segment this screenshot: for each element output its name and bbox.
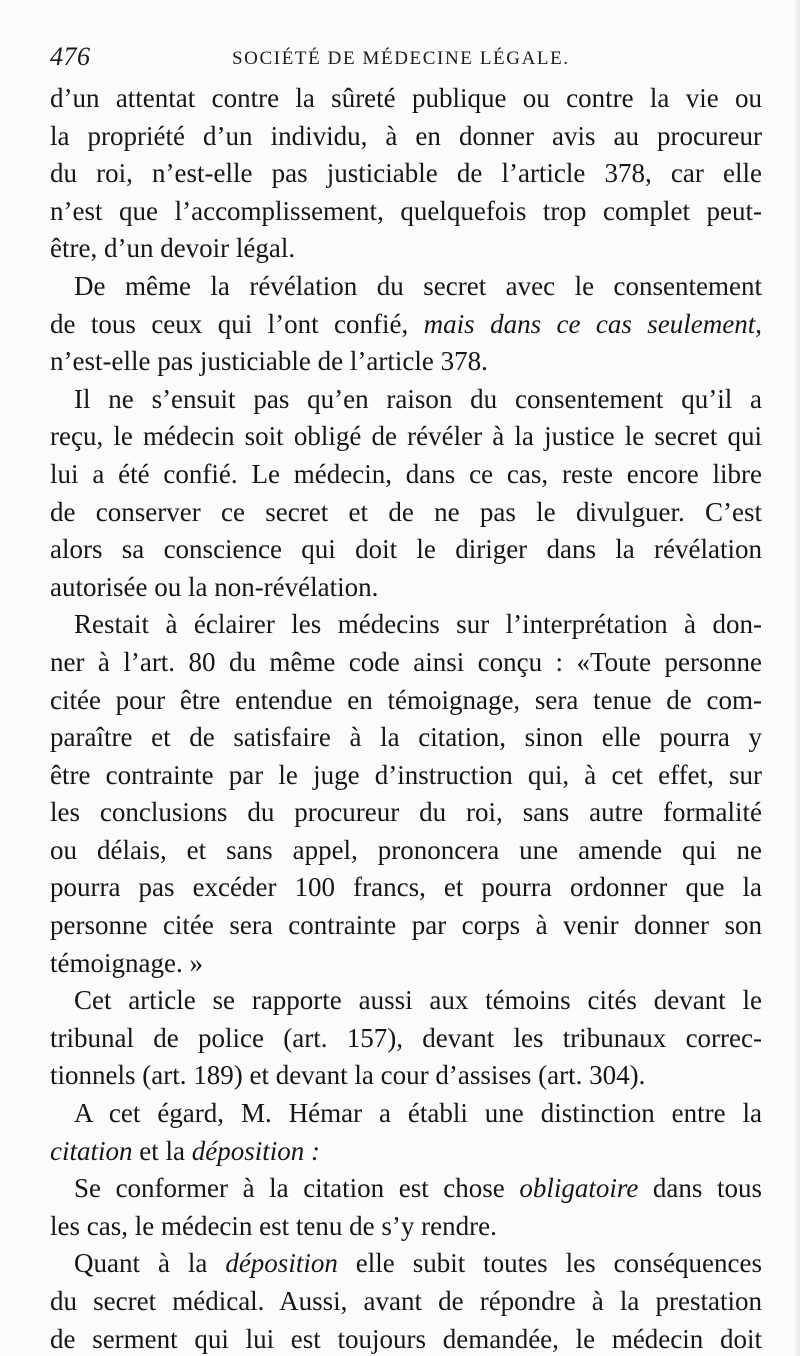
text-run: de serment qui lui est toujours demandée, le médecin doit xyxy=(50,1323,762,1354)
text-line xyxy=(50,1095,762,1133)
text-line xyxy=(50,869,762,907)
body-text xyxy=(50,80,762,1356)
text-run: Se conformer à la citation est chose xyxy=(74,1173,520,1204)
italic-text: déposition xyxy=(225,1248,338,1279)
text-run: ner à l’art. 80 du même code ainsi conçu : «Toute personne xyxy=(50,646,762,677)
text-line xyxy=(50,832,762,870)
text-run: , xyxy=(755,308,762,339)
italic-text: mais dans ce cas seulement xyxy=(423,308,756,339)
text-run: du secret médical. Aussi, avant de répondre à la prestation xyxy=(50,1286,762,1316)
text-run: du roi, n’est-elle pas justiciable de l’article 378, car elle xyxy=(50,158,762,189)
text-line xyxy=(50,982,762,1020)
text-run: citée pour être entendue en témoignage, sera tenue de com- xyxy=(50,684,762,715)
text-line xyxy=(50,606,762,644)
text-line xyxy=(50,1057,762,1095)
text-line xyxy=(50,456,762,494)
text-line xyxy=(50,268,762,306)
text-run: De même la révélation du secret avec le consentement xyxy=(74,270,762,301)
text-line xyxy=(50,1170,762,1208)
italic-text: citation xyxy=(50,1135,133,1166)
text-run: personne citée sera contrainte par corps à venir donner son xyxy=(50,910,762,941)
text-run: la propriété d’un individu, à en donner avis au procureur xyxy=(50,120,762,151)
text-line xyxy=(50,1245,762,1283)
text-run: n’est que l’accomplissement, quelquefois trop complet peut- xyxy=(50,195,762,226)
text-run: de tous ceux qui l’ont confié, xyxy=(50,308,424,339)
text-line xyxy=(50,1208,762,1246)
text-line xyxy=(50,757,762,795)
text-run: témoignage. » xyxy=(50,947,203,978)
text-run: Restait à éclairer les médecins sur l’interprétation à don- xyxy=(74,609,762,640)
text-run: pourra pas excéder 100 francs, et pourra ordonner que la xyxy=(50,872,762,903)
text-line xyxy=(50,343,762,381)
text-line xyxy=(50,719,762,757)
text-run: Il ne s’ensuit pas qu’en raison du consentement qu’il a xyxy=(74,383,762,414)
text-line xyxy=(50,682,762,720)
text-line xyxy=(50,381,762,419)
text-line xyxy=(50,644,762,682)
text-line xyxy=(50,907,762,945)
text-run: d’un attentat contre la sûreté publique ou contre la vie ou xyxy=(50,83,762,113)
text-run: dans tous xyxy=(638,1173,763,1204)
text-line xyxy=(50,945,762,983)
italic-text: obligatoire xyxy=(519,1173,639,1204)
text-run: elle subit toutes les conséquences xyxy=(337,1248,763,1279)
text-line xyxy=(50,1133,762,1171)
text-line xyxy=(50,1321,762,1356)
text-line xyxy=(50,118,762,156)
text-run: Cet article se rapporte aussi aux témoins cités devant le xyxy=(74,985,762,1016)
text-line xyxy=(50,418,762,456)
text-run: alors sa conscience qui doit le diriger dans la révélation xyxy=(50,534,762,565)
text-run: ou délais, et sans appel, prononcera une amende qui ne xyxy=(50,834,762,865)
text-run: de conserver ce secret et de ne pas le divulguer. C’est xyxy=(50,496,762,527)
text-run: tribunal de police (art. 157), devant les tribunaux correc- xyxy=(50,1022,762,1053)
text-run: paraître et de satisfaire à la citation, sinon elle pourra y xyxy=(50,722,762,753)
text-line xyxy=(50,230,762,268)
text-line xyxy=(50,306,762,344)
text-run: et la xyxy=(132,1135,192,1166)
text-line xyxy=(50,1283,762,1321)
page-number: 476 xyxy=(50,42,91,71)
text-run: reçu, le médecin soit obligé de révéler à la justice le secret qui xyxy=(50,421,762,452)
text-run: Quant à la xyxy=(74,1248,226,1279)
text-line xyxy=(50,193,762,231)
text-run: être contrainte par le juge d’instruction qui, à cet effet, sur xyxy=(50,759,762,790)
page-header xyxy=(50,42,762,76)
text-line xyxy=(50,794,762,832)
text-run: lui a été confié. Le médecin, dans ce cas, reste encore libre xyxy=(50,458,762,489)
text-line xyxy=(50,531,762,569)
running-head: SOCIÉTÉ DE MÉDECINE LÉGALE. xyxy=(232,48,570,69)
text-run: les cas, le médecin est tenu de s’y rendre. xyxy=(50,1210,497,1241)
italic-text: déposition : xyxy=(191,1135,320,1166)
text-run: tionnels (art. 189) et devant la cour d’assises (art. 304). xyxy=(50,1060,646,1091)
text-line xyxy=(50,494,762,532)
text-run: les conclusions du procureur du roi, sans autre formalité xyxy=(50,797,762,828)
text-line xyxy=(50,1020,762,1058)
text-line xyxy=(50,155,762,193)
text-line xyxy=(50,569,762,607)
page-edge xyxy=(792,0,800,1356)
text-run: A cet égard, M. Hémar a établi une distinction entre la xyxy=(74,1098,762,1129)
text-run: être, d’un devoir légal. xyxy=(50,233,296,264)
text-run: n’est-elle pas justiciable de l’article 378. xyxy=(50,346,488,377)
text-run: autorisée ou la non-révélation. xyxy=(50,571,379,602)
text-line xyxy=(50,80,762,118)
